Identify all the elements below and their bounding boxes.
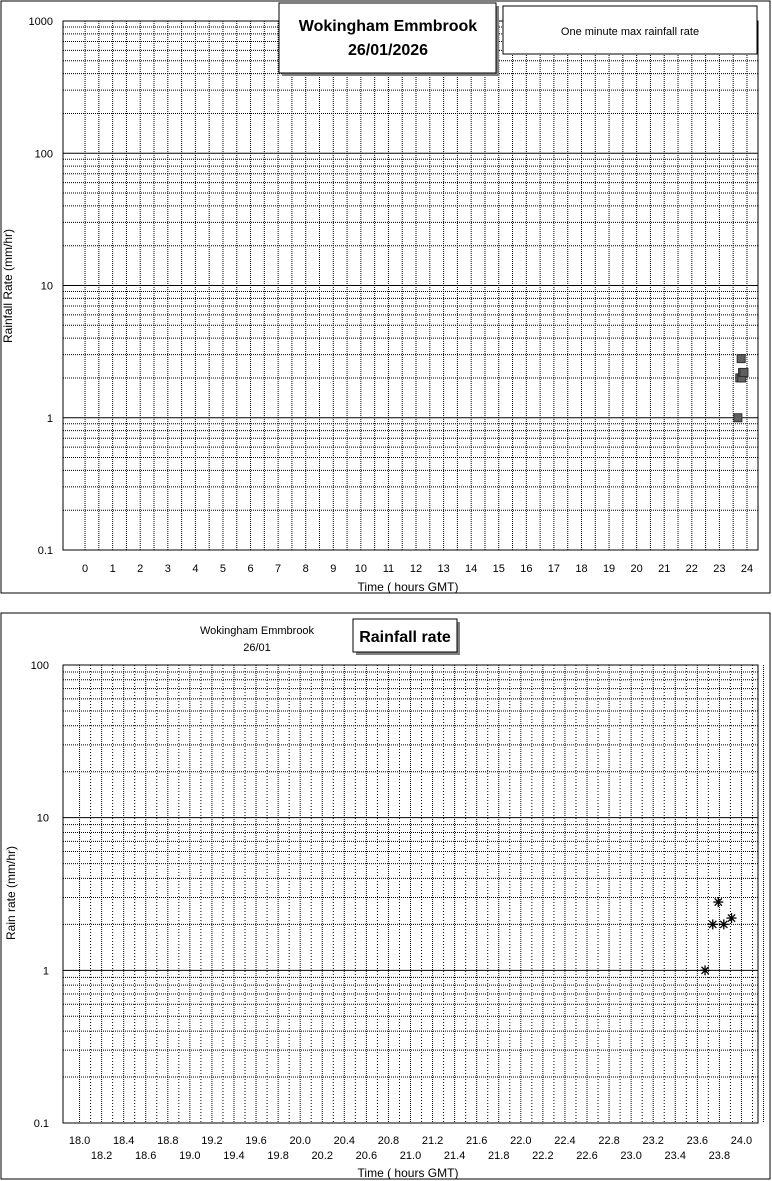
chart1-subtitle: 26/01/2026 [347, 42, 429, 59]
data-point [727, 913, 737, 923]
chart2-frame [1, 613, 770, 1179]
x-tick-label: 9 [330, 563, 337, 575]
x-tick-label: 21.4 [443, 1150, 466, 1162]
x-tick-label: 18.4 [112, 1135, 135, 1147]
x-tick-label: 20.6 [355, 1150, 378, 1162]
x-tick-label: 19 [602, 563, 616, 575]
x-tick-label: 21.0 [399, 1150, 422, 1162]
data-point [737, 355, 745, 363]
data-point [734, 414, 742, 422]
x-tick-label: 19.6 [245, 1135, 267, 1147]
x-tick-label: 23.2 [642, 1135, 664, 1147]
x-tick-label: 22 [685, 563, 698, 575]
x-tick-label: 18.0 [68, 1135, 91, 1147]
x-tick-label: 19.2 [201, 1135, 223, 1147]
data-point [713, 897, 723, 907]
data-point [719, 919, 729, 929]
chart1-legend-label: One minute max rainfall rate [560, 26, 700, 38]
x-tick-label: 5 [219, 563, 227, 575]
data-point [740, 368, 748, 376]
y-tick-label: 100 [34, 148, 53, 161]
x-tick-label: 21 [658, 563, 671, 575]
x-tick-label: 20 [630, 563, 643, 575]
x-tick-label: 2 [137, 563, 144, 575]
x-tick-label: 13 [437, 563, 450, 575]
y-tick-label: 1 [46, 412, 53, 425]
x-tick-label: 4 [192, 563, 199, 575]
x-tick-label: 22.8 [598, 1135, 620, 1147]
x-tick-label: 24.0 [730, 1135, 753, 1147]
y-tick-label: 10 [36, 812, 49, 825]
x-tick-label: 23.0 [620, 1150, 642, 1162]
x-tick-label: 18.6 [135, 1150, 157, 1162]
x-tick-label: 8 [302, 563, 309, 575]
y-tick-label: 0.1 [37, 545, 53, 557]
x-tick-label: 7 [275, 563, 282, 575]
x-tick-label: 20.8 [377, 1135, 400, 1147]
x-tick-label: 1 [109, 563, 116, 575]
chart2-x-axis-label: Time ( hours GMT) [357, 1166, 459, 1180]
x-tick-label: 15 [492, 563, 505, 575]
x-tick-label: 20.4 [333, 1135, 356, 1147]
x-tick-label: 23 [713, 563, 726, 575]
x-tick-label: 22.2 [532, 1150, 554, 1162]
chart1-y-axis-label: Rainfall Rate (mm/hr) [1, 228, 15, 344]
y-tick-label: 1000 [28, 16, 53, 28]
x-tick-label: 21.6 [465, 1135, 488, 1147]
x-tick-label: 23.4 [664, 1150, 686, 1162]
x-tick-label: 11 [382, 563, 395, 575]
x-tick-label: 24 [740, 563, 754, 575]
x-tick-label: 16 [520, 563, 533, 575]
y-tick-label: 1 [42, 965, 49, 978]
x-tick-label: 21.8 [488, 1150, 510, 1162]
x-tick-label: 18.2 [90, 1150, 113, 1162]
y-tick-label: 10 [40, 280, 53, 293]
chart1-x-axis-label: Time ( hours GMT) [357, 580, 459, 594]
x-tick-label: 18.8 [157, 1135, 179, 1147]
chart1-title-box [279, 3, 496, 73]
x-tick-label: 10 [354, 563, 367, 575]
chart2-y-axis-label: Rain rate (mm/hr) [4, 845, 18, 941]
x-tick-label: 0 [82, 563, 89, 575]
x-tick-label: 23.6 [686, 1135, 709, 1147]
x-tick-label: 14 [465, 563, 478, 575]
x-tick-label: 20.2 [311, 1150, 333, 1162]
x-tick-label: 17 [547, 563, 561, 575]
chart2-subtitle-date: 26/01 [243, 642, 271, 654]
x-tick-label: 6 [247, 563, 254, 575]
data-point [700, 965, 710, 975]
x-tick-label: 20.0 [289, 1135, 311, 1147]
y-tick-label: 0.1 [33, 1118, 49, 1130]
chart2-title: Rainfall rate [359, 629, 451, 646]
x-tick-label: 22.0 [510, 1135, 532, 1147]
x-tick-label: 22.6 [576, 1150, 598, 1162]
x-tick-label: 21.2 [421, 1135, 444, 1147]
x-tick-label: 19.0 [179, 1150, 201, 1162]
data-point [708, 919, 718, 929]
x-tick-label: 12 [409, 563, 423, 575]
x-tick-label: 19.8 [267, 1150, 289, 1162]
chart1-title: Wokingham Emmbrook [298, 18, 478, 35]
x-tick-label: 22.4 [554, 1135, 576, 1147]
x-tick-label: 3 [164, 563, 171, 575]
x-tick-label: 18 [575, 563, 588, 575]
x-tick-label: 23.8 [708, 1150, 731, 1162]
y-tick-label: 100 [30, 660, 49, 672]
chart2-subtitle: Wokingham Emmbrook [199, 625, 315, 637]
x-tick-label: 19.4 [223, 1150, 245, 1162]
